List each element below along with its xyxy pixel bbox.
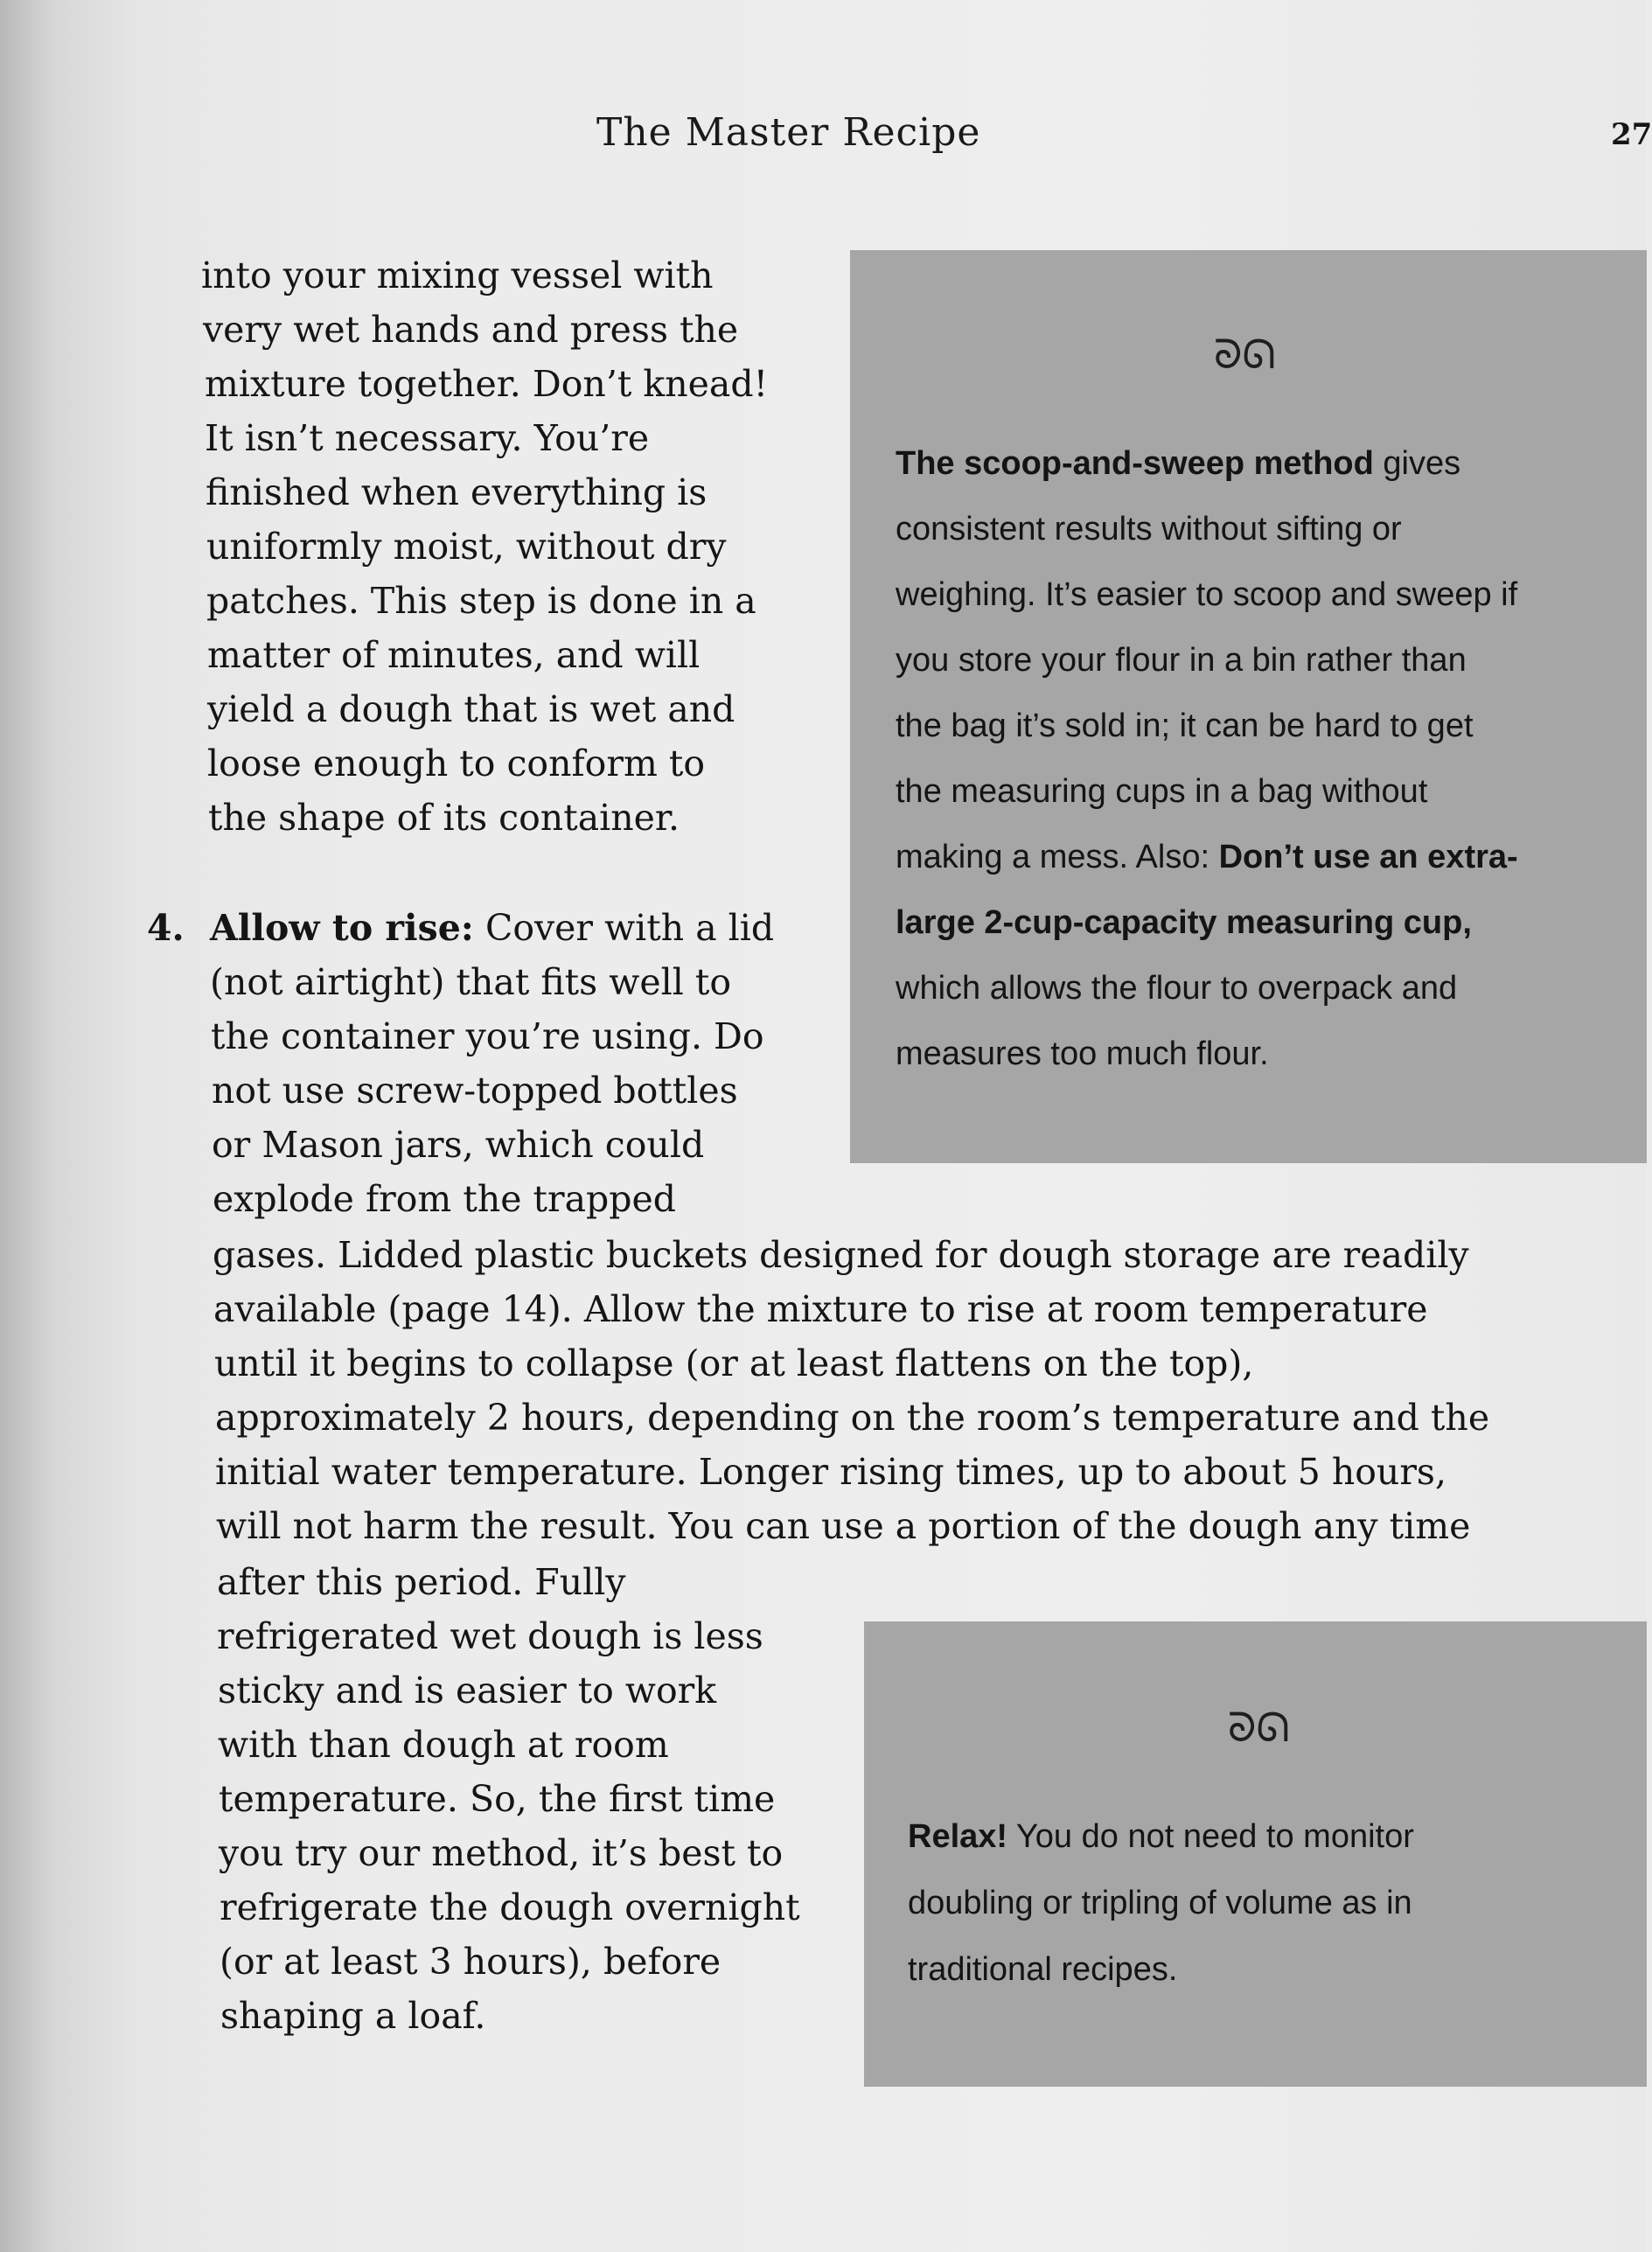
sidebar1-line: weighing. It’s easier to scoop and sweep if	[896, 576, 1518, 613]
body-line: finished when everything is	[206, 471, 708, 513]
body-line: refrigerated wet dough is less	[217, 1615, 763, 1657]
sidebar1-bold: Don’t use an extra-	[1218, 839, 1518, 875]
body-line-wide: will not harm the result. You can use a portion of the dough any time	[216, 1505, 1471, 1547]
body-line: sticky and is easier to work	[218, 1670, 717, 1712]
body-line: mixture together. Don’t knead!	[205, 363, 769, 405]
sidebar1-lead-rest: gives	[1373, 445, 1461, 482]
body-line: the shape of its container.	[208, 797, 680, 839]
body-line: after this period. Fully	[217, 1561, 626, 1603]
sidebar1-line: consistent results without sifting or	[896, 511, 1402, 547]
sidebar2-bold-lead: Relax!	[908, 1818, 1008, 1855]
body-line: matter of minutes, and will	[207, 634, 701, 676]
body-line: with than dough at room	[218, 1724, 669, 1766]
body-line: (not airtight) that fits well to	[210, 961, 732, 1003]
body-line: explode from the trapped	[213, 1178, 677, 1220]
body-line: loose enough to conform to	[207, 743, 706, 784]
body-line: shaping a loaf.	[220, 1995, 486, 2037]
body-line-wide: until it begins to collapse (or at least flattens on the top),	[214, 1342, 1254, 1384]
sidebar1-line: which allows the flour to overpack and	[896, 970, 1458, 1007]
body-line: very wet hands and press the	[203, 309, 739, 351]
body-line-wide: initial water temperature. Longer rising times, up to about 5 hours,	[215, 1451, 1446, 1493]
body-line: into your mixing vessel with	[201, 254, 714, 296]
step-4-first-line	[147, 906, 185, 950]
step-heading-rest: Cover with a lid	[473, 907, 775, 949]
body-line: you try our method, it’s best to	[219, 1832, 784, 1874]
sidebar1-line: the measuring cups in a bag without	[896, 773, 1428, 810]
step-heading: Allow to rise:	[210, 907, 474, 949]
running-head: The Master Recipe	[596, 110, 981, 155]
sidebar2-line: traditional recipes.	[908, 1951, 1178, 1988]
body-line: It isn’t necessary. You’re	[205, 417, 650, 459]
body-line: yield a dough that is wet and	[207, 688, 735, 730]
body-line: patches. This step is done in a	[206, 580, 756, 622]
sidebar2-lead-rest: You do not need to monitor	[1007, 1818, 1414, 1855]
sidebar1-plain: making a mess. Also:	[896, 839, 1219, 875]
body-line: uniformly moist, without dry	[206, 526, 727, 568]
sidebar1-line: you store your flour in a bin rather than	[896, 642, 1467, 679]
sidebar2-line: doubling or tripling of volume as in	[908, 1885, 1412, 1921]
sidebar1-line: the bag it’s sold in; it can be hard to get	[896, 708, 1474, 744]
body-line: (or at least 3 hours), before	[220, 1941, 721, 1983]
body-line: the container you’re using. Do	[211, 1015, 764, 1057]
body-line: temperature. So, the first time	[219, 1778, 776, 1820]
body-line: refrigerate the dough overnight	[220, 1886, 800, 1928]
sidebar1-line: measures too much flour.	[896, 1035, 1269, 1072]
ornament-icon: ᘐᘏ	[1228, 1704, 1290, 1751]
page-number: 27	[1611, 117, 1652, 152]
step-number: 4.	[147, 907, 185, 949]
step-4-first-line-text	[210, 906, 774, 950]
body-line: not use screw-topped bottles	[212, 1070, 738, 1112]
body-line: or Mason jars, which could	[212, 1124, 705, 1166]
sidebar1-bold-lead: The scoop-and-sweep method	[896, 445, 1374, 482]
body-line-wide: available (page 14). Allow the mixture to rise at room temperature	[213, 1288, 1428, 1330]
ornament-icon: ᘐᘏ	[1214, 331, 1276, 378]
body-line-wide: approximately 2 hours, depending on the room’s temperature and the	[215, 1397, 1490, 1439]
sidebar1-bold: large 2-cup-capacity measuring cup,	[896, 904, 1472, 941]
body-line-wide: gases. Lidded plastic buckets designed for dough storage are readily	[213, 1234, 1469, 1276]
